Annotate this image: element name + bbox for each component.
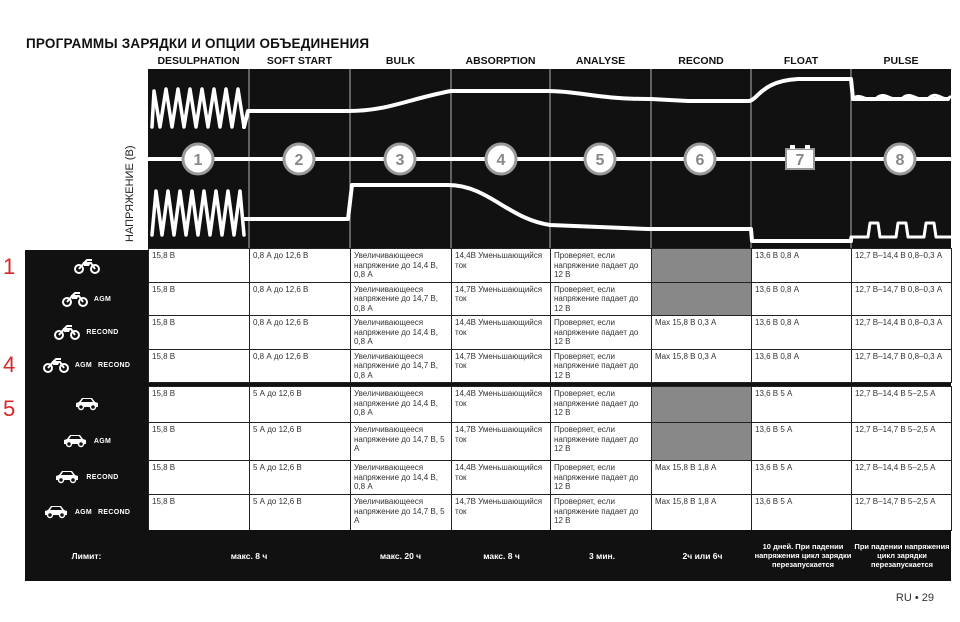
stage-header-4: ABSORPTION — [465, 55, 536, 67]
page-title: ПРОГРАММЫ ЗАРЯДКИ И ОПЦИИ ОБЪЕДИНЕНИЯ — [26, 36, 370, 51]
stage-header-7: FLOAT — [783, 55, 819, 67]
table-row — [149, 495, 952, 531]
table-cell: Увеличивающееся напряжение до 14,7 В, 0,8 А — [351, 349, 452, 383]
axis-column — [112, 62, 148, 248]
stage-marker-8 — [885, 144, 915, 174]
voltage-desulph-wave — [152, 89, 244, 127]
table-cell: 15,8 В — [149, 461, 250, 495]
table-cell: 12,7 В–14,4 В 0,8–0,3 А — [852, 249, 952, 283]
row-label-4 — [25, 349, 148, 382]
agm-tag: AGM — [93, 296, 112, 303]
limit-pulse: При падении напряжения цикл зарядки перезапускается — [854, 542, 950, 569]
footer-lang: RU — [895, 592, 912, 604]
motorcycle-icon — [62, 291, 88, 309]
table-row — [149, 423, 952, 461]
table-row — [149, 282, 952, 316]
table-row — [149, 249, 952, 283]
table-cell-empty — [652, 282, 752, 316]
stage-header-2: SOFT START — [266, 55, 333, 67]
current-curve — [244, 185, 851, 241]
current-desulph-wave — [152, 191, 244, 235]
table-cell: 0,8 А до 12,6 В — [250, 249, 351, 283]
motorcycle-icon — [43, 357, 69, 375]
table-cell: 0,8 А до 12,6 В — [250, 349, 351, 383]
stage-marker-3 — [385, 144, 415, 174]
stage-number-3: 3 — [395, 152, 405, 169]
motorcycle-icon — [74, 258, 100, 276]
footer-page: 29 — [921, 592, 934, 604]
table-cell: Проверяет, если напряжение падает до 12 В — [551, 316, 652, 350]
stage-header-3: BULK — [385, 55, 416, 67]
table-cell: Проверяет, если напряжение падает до 12 В — [551, 249, 652, 283]
limit-desulph-soft: макс. 8 ч — [230, 550, 268, 561]
stage-marker-2 — [284, 144, 314, 174]
table-cell: 14,7В Уменьшающийся ток — [452, 495, 551, 531]
row-label-2 — [25, 283, 148, 316]
limit-recond: 2ч или 6ч — [682, 550, 723, 561]
charging-graph — [148, 69, 951, 248]
table-cell: 12,7 В–14,7 В 0,8–0,3 А — [852, 282, 952, 316]
table-cell: 12,7 В–14,7 В 5–2,5 А — [852, 423, 952, 461]
table-cell: 15,8 В — [149, 249, 250, 283]
table-cell: 13,6 В 5 А — [752, 387, 852, 423]
table-cell: 15,8 В — [149, 282, 250, 316]
stage-header-1: DESULPHATION — [157, 55, 240, 67]
table-cell: 12,7 В–14,7 В 5–2,5 А — [852, 495, 952, 531]
table-cell: Max 15,8 В 1,8 А — [652, 495, 752, 531]
table-cell: Увеличивающееся напряжение до 14,7 В, 0,8 А — [351, 282, 452, 316]
table-cell: 5 А до 12,6 В — [250, 495, 351, 531]
table-cell: 15,8 В — [149, 349, 250, 383]
table-cell: 13,6 В 0,8 А — [752, 282, 852, 316]
car-programs-table — [148, 386, 952, 531]
table-cell: 0,8 А до 12,6 В — [250, 282, 351, 316]
moto-programs-table — [148, 248, 952, 383]
stage-marker-6 — [685, 144, 715, 174]
limit-bulk: макс. 20 ч — [379, 550, 422, 561]
table-cell: 15,8 В — [149, 387, 250, 423]
table-cell: 14,4В Уменьшающийся ток — [452, 387, 551, 423]
limit-label: Лимит: — [71, 550, 102, 561]
car-icon — [74, 395, 100, 413]
car-icon — [62, 432, 88, 450]
table-cell: 15,8 В — [149, 423, 250, 461]
table-cell: Увеличивающееся напряжение до 14,4 В, 0,8 А — [351, 387, 452, 423]
table-cell: Max 15,8 В 1,8 А — [652, 461, 752, 495]
limit-absorption: макс. 8 ч — [483, 550, 520, 561]
page-footer — [896, 592, 934, 604]
stage-number-1: 1 — [193, 152, 203, 169]
table-cell: 14,4В Уменьшающийся ток — [452, 316, 551, 350]
table-cell: Проверяет, если напряжение падает до 12 В — [551, 387, 652, 423]
table-cell: Увеличивающееся напряжение до 14,4 В, 0,8 А — [351, 316, 452, 350]
table-row — [149, 316, 952, 350]
recond-tag: RECOND — [86, 329, 119, 336]
table-cell-empty — [652, 249, 752, 283]
table-row — [149, 349, 952, 383]
recond-tag: RECOND — [98, 362, 131, 369]
table-cell: 5 А до 12,6 В — [250, 387, 351, 423]
table-cell: 13,6 В 0,8 А — [752, 249, 852, 283]
table-cell: Увеличивающееся напряжение до 14,7 В, 5 А — [351, 495, 452, 531]
footer-bullet: • — [914, 592, 919, 604]
stage-number-2: 2 — [294, 152, 304, 169]
agm-tag: AGM — [74, 362, 93, 369]
stage-marker-5 — [585, 144, 615, 174]
table-cell: Увеличивающееся напряжение до 14,4 В, 0,8 А — [351, 461, 452, 495]
table-cell: 14,4В Уменьшающийся ток — [452, 249, 551, 283]
table-cell: 5 А до 12,6 В — [250, 461, 351, 495]
table-cell: 5 А до 12,6 В — [250, 423, 351, 461]
current-pulse-wave — [851, 223, 950, 237]
table-cell-empty — [652, 387, 752, 423]
limit-float: 10 дней. При падении напряжения цикл зарядки перезапускается — [754, 542, 852, 569]
motorcycle-icon — [54, 324, 80, 342]
row-label-5 — [25, 386, 148, 422]
row-marker-4: 4 — [3, 352, 16, 377]
table-cell: 14,7В Уменьшающийся ток — [452, 349, 551, 383]
table-cell: 14,4В Уменьшающийся ток — [452, 461, 551, 495]
table-cell: 12,7 В–14,4 В 5–2,5 А — [852, 387, 952, 423]
stage-marker-7 — [786, 145, 814, 169]
table-cell: 13,6 В 0,8 А — [752, 349, 852, 383]
stage-header-5: ANALYSE — [575, 55, 626, 67]
table-cell: Проверяет, если напряжение падает до 12 В — [551, 423, 652, 461]
stage-header-6: RECOND — [678, 55, 724, 67]
table-cell: Проверяет, если напряжение падает до 12 В — [551, 349, 652, 383]
stage-number-5: 5 — [595, 152, 605, 169]
table-cell: 12,7 В–14,7 В 0,8–0,3 А — [852, 349, 952, 383]
table-cell: 13,6 В 5 А — [752, 461, 852, 495]
table-cell: Проверяет, если напряжение падает до 12 В — [551, 282, 652, 316]
table-cell: 15,8 В — [149, 495, 250, 531]
agm-tag: AGM — [74, 508, 93, 516]
table-cell: Увеличивающееся напряжение до 14,7 В, 5 А — [351, 423, 452, 461]
recond-tag: RECOND — [86, 473, 119, 481]
table-row — [149, 387, 952, 423]
limit-analyse: 3 мин. — [588, 550, 616, 561]
car-icon — [54, 468, 80, 486]
table-cell: Проверяет, если напряжение падает до 12 В — [551, 495, 652, 531]
row-label-8 — [25, 494, 148, 530]
table-cell: Max 15,8 В 0,3 А — [652, 349, 752, 383]
row-label-6 — [25, 422, 148, 460]
table-row — [149, 461, 952, 495]
stage-marker-4 — [486, 144, 516, 174]
table-cell-empty — [652, 423, 752, 461]
table-cell: 14,7В Уменьшающийся ток — [452, 282, 551, 316]
row-label-1 — [25, 250, 148, 283]
charging-graph-svg — [148, 69, 951, 248]
agm-tag: AGM — [93, 437, 112, 445]
table-cell: 13,6 В 5 А — [752, 495, 852, 531]
stage-header-8: PULSE — [883, 55, 919, 67]
table-cell: 13,6 В 5 А — [752, 423, 852, 461]
voltage-axis-label: НАПРЯЖЕНИЕ (В) — [124, 145, 136, 242]
table-cell: Увеличивающееся напряжение до 14,4 В, 0,8 А — [351, 249, 452, 283]
row-marker-1: 1 — [3, 254, 16, 279]
stage-number-6: 6 — [695, 152, 705, 169]
stage-marker-1 — [183, 144, 213, 174]
table-cell: Max 15,8 В 0,3 А — [652, 316, 752, 350]
stage-number-4: 4 — [496, 152, 506, 169]
table-cell: 14,7В Уменьшающийся ток — [452, 423, 551, 461]
table-cell: 12,7 В–14,4 В 5–2,5 А — [852, 461, 952, 495]
table-cell: Проверяет, если напряжение падает до 12 В — [551, 461, 652, 495]
row-marker-5: 5 — [3, 396, 16, 421]
row-label-3 — [25, 316, 148, 349]
table-cell: 12,7 В–14,4 В 0,8–0,3 А — [852, 316, 952, 350]
car-icon — [43, 503, 69, 521]
table-cell: 15,8 В — [149, 316, 250, 350]
table-cell: 0,8 А до 12,6 В — [250, 316, 351, 350]
row-label-7 — [25, 460, 148, 494]
limits-bar — [25, 530, 951, 581]
stage-number-8: 8 — [895, 152, 905, 169]
stage-number-7: 7 — [795, 152, 805, 169]
recond-tag: RECOND — [98, 508, 131, 516]
table-cell: 13,6 В 0,8 А — [752, 316, 852, 350]
